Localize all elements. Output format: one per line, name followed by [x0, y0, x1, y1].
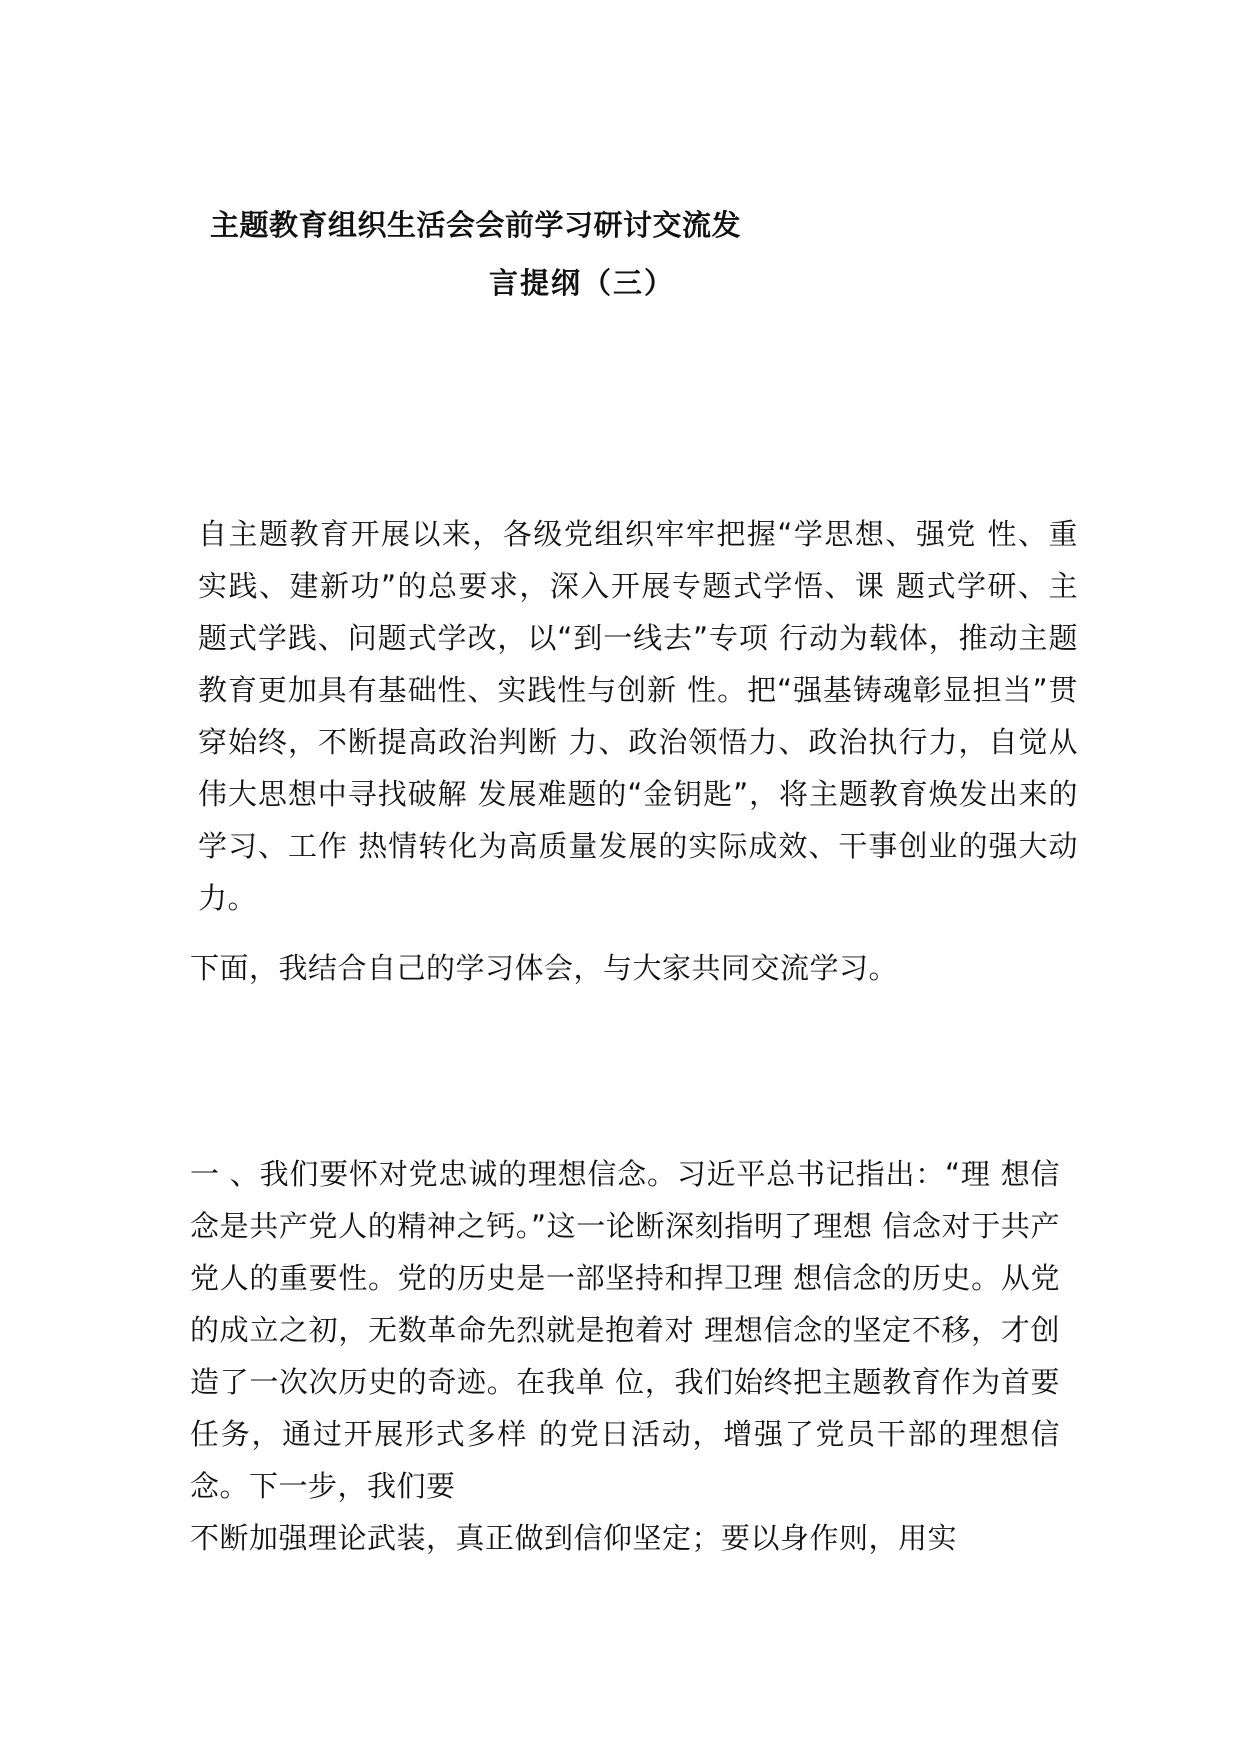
document-title-line-1: 主题教育组织生活会会前学习研讨交流发 [210, 208, 742, 242]
document-title-line-2: 言提纲（三） [489, 266, 676, 300]
paragraph-transition: 下面，我结合自己的学习体会，与大家共同交流学习。 [190, 951, 899, 985]
paragraph-section-one: 一 、我们要怀对党忠诚的理想信念。习近平总书记指出：“理 想信念是共产党人的精神之钙。”这一论断深刻指明了理想 信念对于共产党人的重要性。党的历史是一部坚持和捍卫理 想信念的历史。从党的成立之初，无数革命先烈就是抱着对 理想信念的坚定不移，才创造了一次次历史的奇迹。在我单 位，我们始终把主题教育作为首要任务，通过开展形式多样 的党日活动，增强了党员干部的理想信念。下一步，我们要 [190, 1157, 1060, 1503]
paragraph-continuation: 不断加强理论武装，真正做到信仰坚定；要以身作则，用实 [190, 1521, 958, 1555]
paragraph-introduction: 自主题教育开展以来，各级党组织牢牢把握“学思想、强党 性、重实践、建新功”的总要求，深入开展专题式学悟、课 题式学研、主题式学践、问题式学改，以“到一线去”专项 行动为载体，推动主题教育更加具有基础性、实践性与创新 性。把“强基铸魂彰显担当”贯穿始终，不断提高政治判断 力、政治领悟力、政治执行力，自觉从伟大思想中寻找破解 发展难题的“金钥匙”，将主题教育焕发出来的学习、工作 热情转化为高质量发展的实际成效、干事创业的强大动力。 [198, 517, 1078, 915]
